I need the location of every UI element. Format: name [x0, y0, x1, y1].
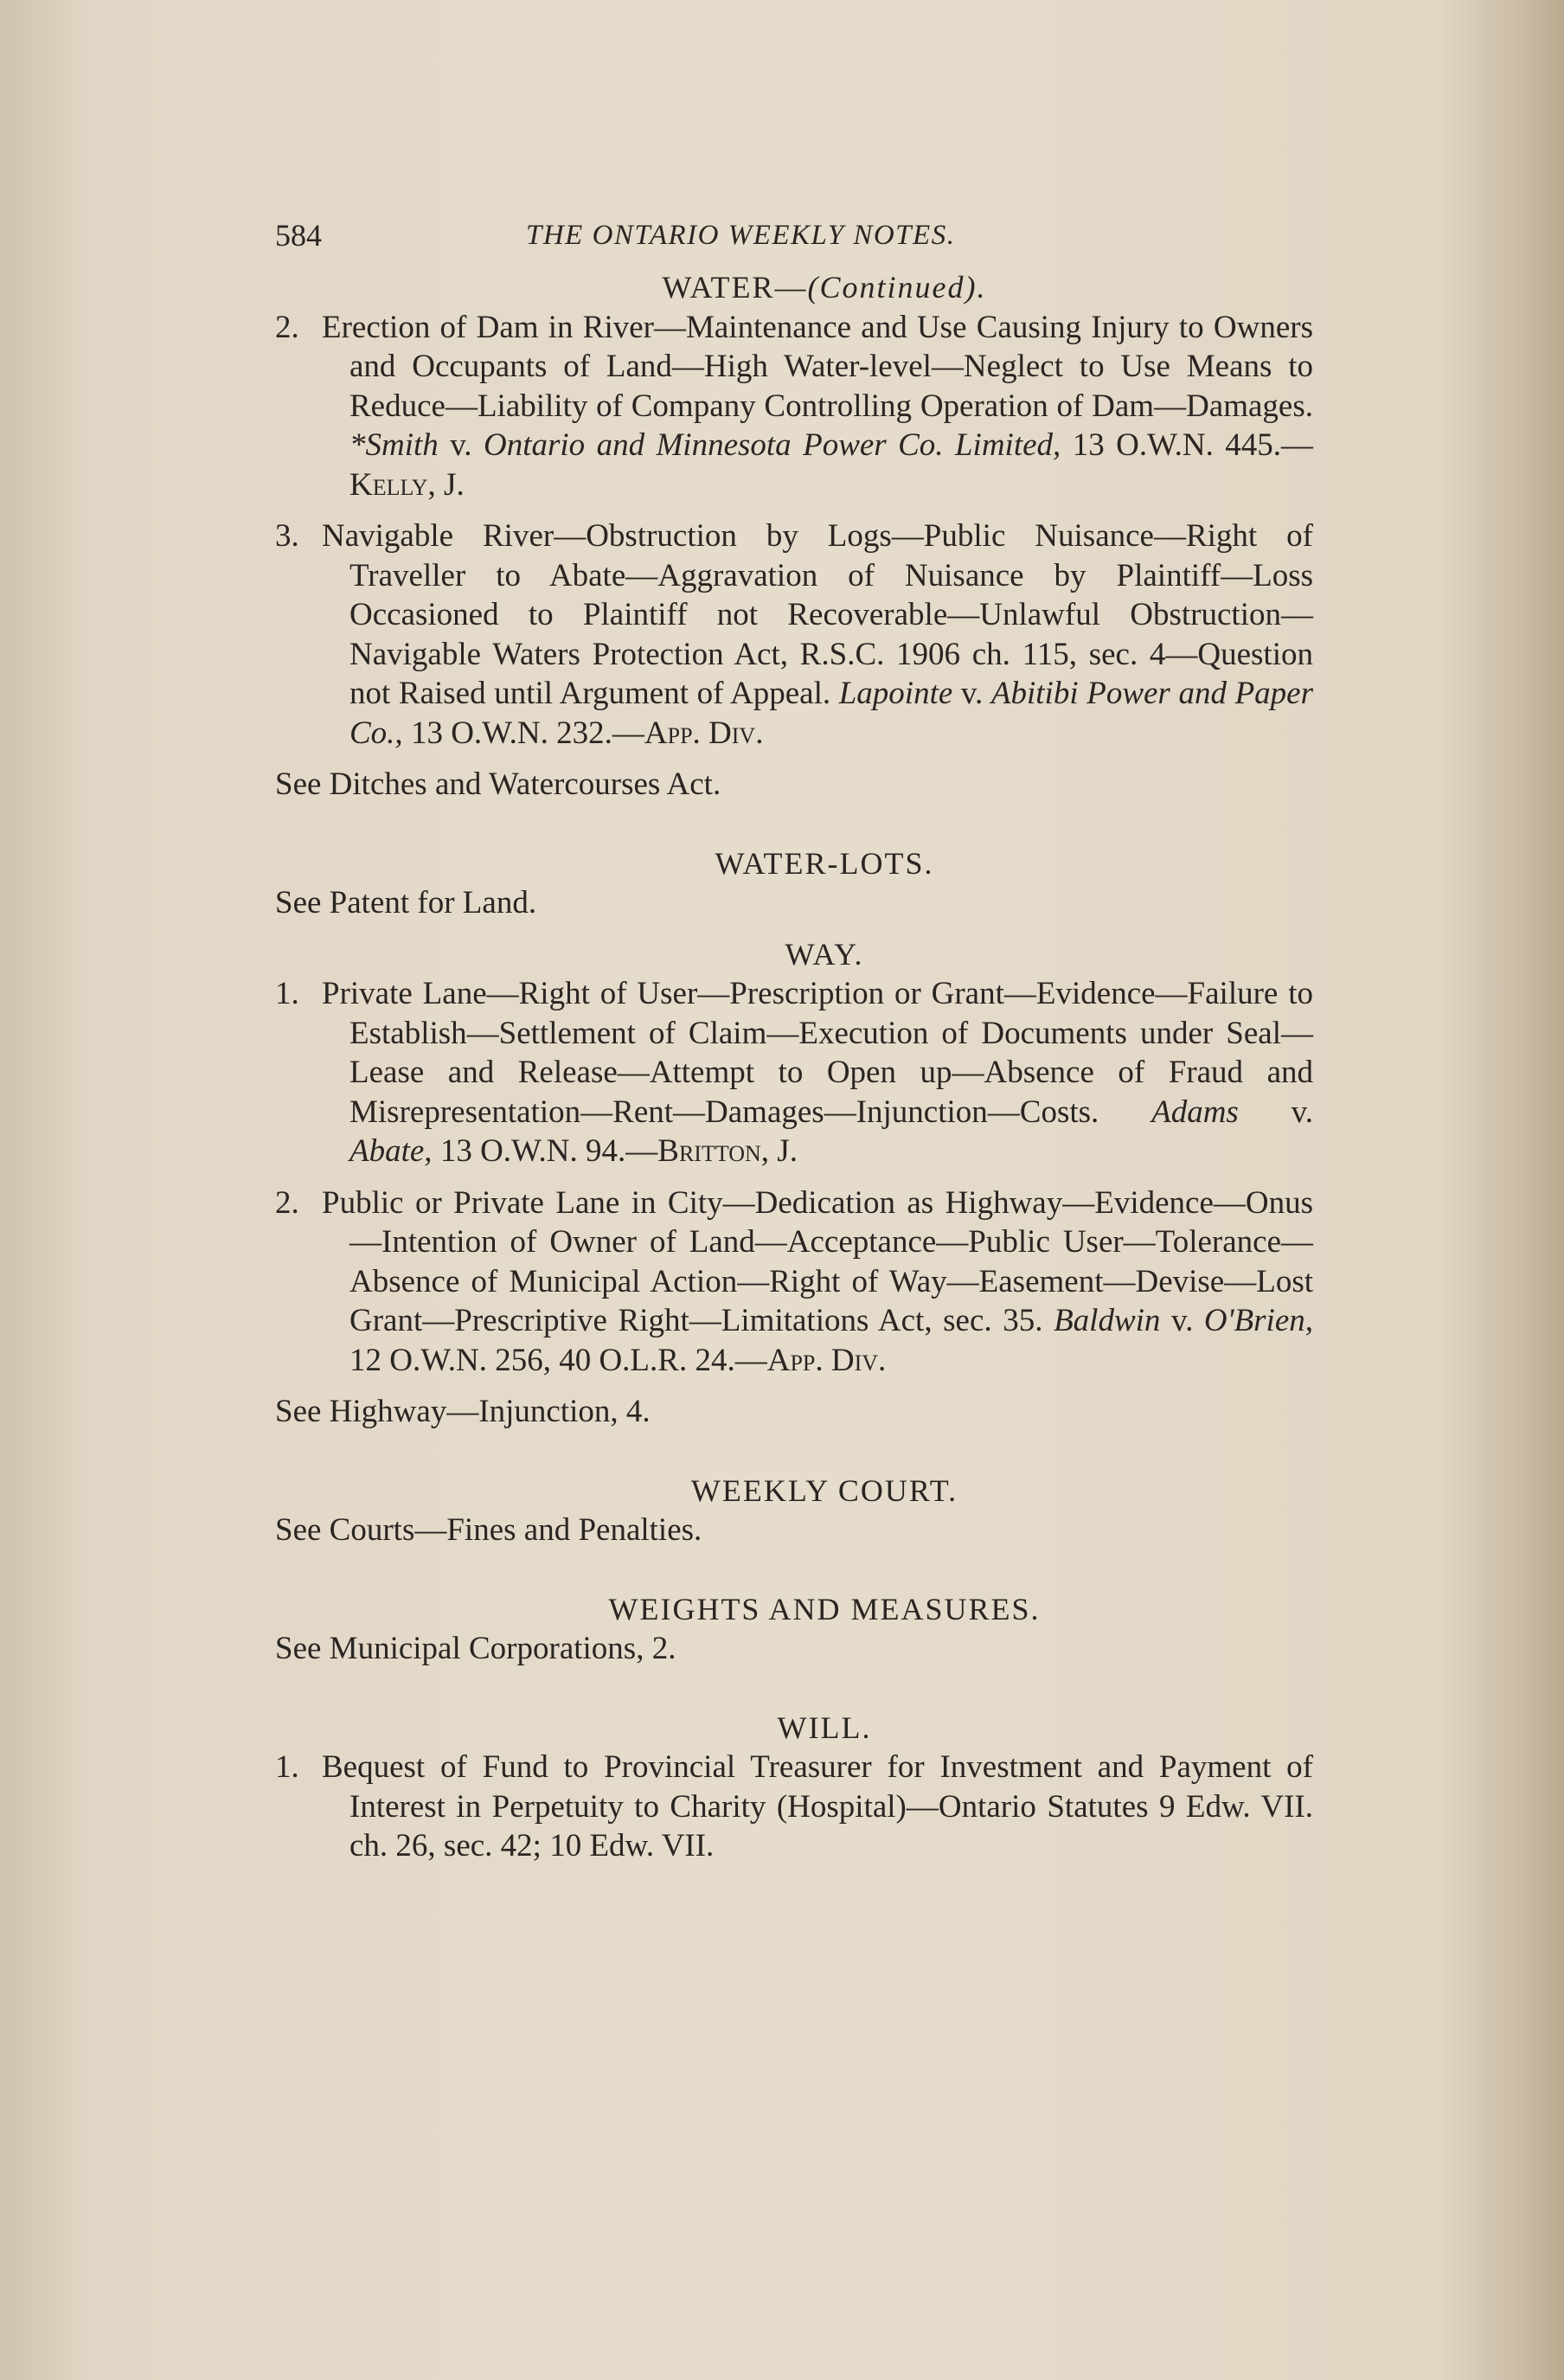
case-judge: App. Div.: [766, 1342, 887, 1378]
way-entry-2: [275, 1184, 1313, 1381]
water-entry-3: [275, 516, 1313, 753]
case-citation: 13 O.W.N. 232.—: [402, 715, 644, 751]
entry-text: Erection of Dam in River—Maintenance and Use Causing Injury to Owners and Occupants of Land—High Water-level—Neglect to Use Means to Reduce—Liability of Company Controlling Operation of Dam—Damages.: [322, 309, 1313, 424]
case-versus: v.: [952, 676, 991, 711]
heading-will: WILL.: [777, 1710, 872, 1745]
case-versus: v.: [1160, 1303, 1204, 1338]
entry-number: 2.: [275, 1184, 299, 1221]
case-citation: 13 O.W.N. 445.—: [1061, 427, 1313, 463]
entry-number: 1.: [275, 1749, 299, 1785]
entry-text: Public or Private Lane in City—Dedication as Highway—Evidence—Onus—Intention of Owner of Land—Acceptance—Public User—Tolerance—Absence of Municipal Action—Right of Way—Easement—Devise—Lost Grant—Prescriptive Right—Limitations Act, sec. 35.: [322, 1184, 1313, 1338]
heading-water-word: WATER—: [662, 270, 808, 305]
page-content: [275, 199, 1313, 1878]
case-citation: 13 O.W.N. 94.—: [432, 1133, 658, 1169]
case-judge: App. Div.: [644, 715, 764, 751]
entry-number: 1.: [275, 976, 299, 1011]
heading-water-lots: WATER-LOTS.: [715, 845, 934, 881]
case-party-b: Abate,: [349, 1133, 433, 1169]
case-judge: Britton, J.: [657, 1133, 798, 1169]
see-reference: See Patent for Land.: [275, 885, 537, 921]
see-reference: See Ditches and Watercourses Act.: [275, 767, 721, 802]
water-entry-2: [275, 308, 1313, 505]
heading-weekly-court: WEEKLY COURT.: [690, 1472, 958, 1508]
way-entry-1: [275, 974, 1313, 1171]
case-party-b: O'Brien,: [1203, 1303, 1313, 1338]
see-reference: See Municipal Corporations, 2.: [275, 1631, 676, 1666]
case-party-a: Baldwin: [1054, 1303, 1161, 1338]
heading-water: [275, 268, 1313, 308]
entry-text: Navigable River—Obstruction by Logs—Public Nuisance—Right of Traveller to Abate—Aggravation of Nuisance by Plaintiff—Loss Occasioned to Plaintiff not Recoverable—Unlawful Obstruction—Navigable Waters Protection Act, R.S.C. 1906 ch. 115, sec. 4—Question not Raised until Argument of Appeal.: [322, 518, 1313, 711]
see-reference: See Highway—Injunction, 4.: [275, 1394, 651, 1429]
journal-title: THE ONTARIO WEEKLY NOTES.: [526, 220, 956, 251]
case-party-b: Abitibi Power and Paper Co.,: [349, 676, 1313, 751]
heading-weights-and-measures: WEIGHTS AND MEASURES.: [608, 1591, 1041, 1626]
case-judge: Kelly, J.: [349, 466, 465, 503]
case-party-a: Lapointe: [838, 676, 953, 711]
entry-text: Bequest of Fund to Provincial Treasurer for Investment and Payment of Interest in Perpetuity to Charity (Hospital)—Ontario Statutes 9 Edw. VII. ch. 26, sec. 42; 10 Edw. VII.: [322, 1749, 1313, 1864]
page-number: 584: [275, 218, 322, 253]
case-party-a: Adams: [1151, 1094, 1239, 1130]
heading-water-continued: (Continued).: [807, 270, 987, 305]
case-party-b: Ontario and Minnesota Power Co. Limited,: [483, 427, 1061, 463]
will-entry-1: [275, 1748, 1313, 1866]
see-reference: See Courts—Fines and Penalties.: [275, 1512, 702, 1548]
heading-way: WAY.: [785, 936, 864, 972]
entry-number: 3.: [275, 518, 299, 554]
case-citation: 12 O.W.N. 256, 40 O.L.R. 24.—: [349, 1342, 767, 1378]
running-head: [275, 199, 1313, 268]
entry-number: 2.: [275, 309, 299, 345]
case-party-a: *Smith: [349, 427, 439, 463]
case-versus: v.: [1238, 1094, 1313, 1130]
entry-text: Private Lane—Right of User—Prescription or Grant—Evidence—Failure to Establish—Settlement of Claim—Execution of Documents under Seal—Lease and Release—Attempt to Open up—Absence of Fraud and Misrepresentation—Rent—Damages—Injunction—Costs.: [322, 976, 1313, 1130]
case-versus: v.: [438, 427, 484, 463]
